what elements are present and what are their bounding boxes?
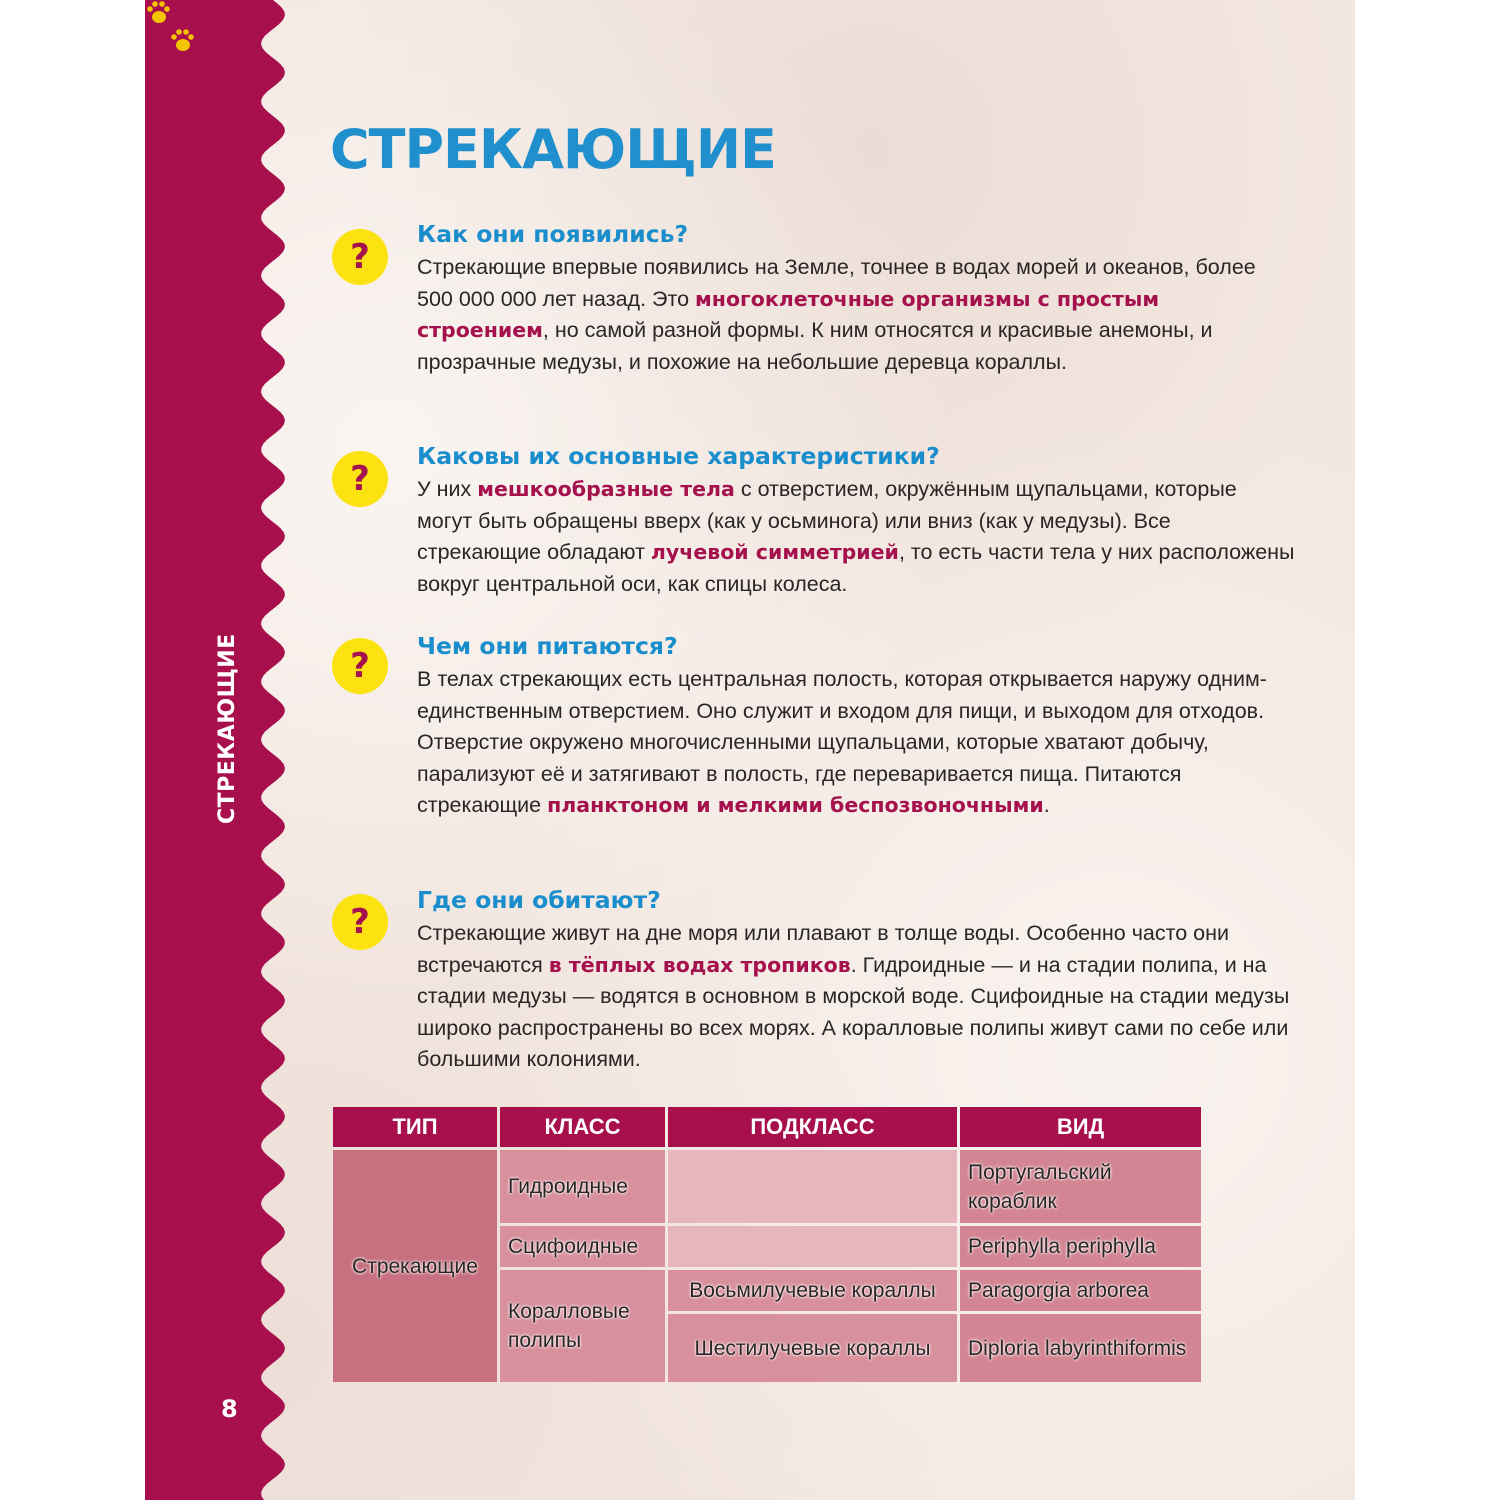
section-heading: Каковы их основные характеристики?: [417, 442, 940, 470]
page-number: 8: [221, 1395, 238, 1423]
section-heading: Чем они питаются?: [417, 632, 678, 660]
section-heading: Как они появились?: [417, 220, 689, 248]
question-mark-icon: ?: [332, 229, 388, 285]
question-mark-icon: ?: [332, 638, 388, 694]
paragraph-text: Стрекающие впервые появились на Земле, точнее в водах морей и океанов, более 500 000 000 лет назад. Это: [417, 255, 1256, 311]
page-title: СТРЕКАЮЩИЕ: [330, 118, 776, 181]
paragraph-text: , но самой разной формы. К ним относятся и красивые анемоны, и прозрачные медузы, и похожие на небольшие деревца кораллы.: [417, 318, 1213, 374]
table-cell-class: Сцифоидные: [500, 1226, 665, 1267]
sidebar: [145, 0, 305, 1500]
paw-prints-icon: [145, 0, 203, 58]
page: [145, 0, 1355, 1500]
table-cell-subclass-empty: [668, 1150, 957, 1223]
highlighted-term: мешкообразные тела: [477, 477, 735, 501]
paragraph-text: с отверстием, окружённым щупальцами, которые могут быть обращены вверх (как у осьминога) или вниз (как у медузы). Все стрекающие обладают: [417, 477, 1237, 565]
highlighted-term: в тёплых водах тропиков: [548, 952, 851, 977]
paragraph-text: Стрекающие живут на дне моря или плавают в толще воды. Особенно часто они встречаются: [417, 921, 1229, 977]
section-origin: [417, 219, 1297, 378]
paragraph-text: . Гидроидные — и на стадии полипа, и на стадии медузы — водятся в основном в морской воде. Сцифоидные на стадии медузы широко распространены во всех морях. А коралловые полипы живут сами по себе или большими колониями.: [417, 952, 1290, 1072]
section-paragraph: [417, 252, 1297, 378]
table-cell-species: Diploria labyrinthiformis: [960, 1314, 1201, 1382]
sidebar-vertical-label: СТРЕКАЮЩИЕ: [215, 633, 240, 824]
section-heading: Где они обитают?: [417, 886, 661, 914]
column-header: КЛАСС: [500, 1107, 665, 1147]
table-cell-species: Paragorgia arborea: [960, 1270, 1201, 1311]
table-cell-class: Гидроидные: [500, 1150, 665, 1223]
highlighted-term: планктоном и мелкими беспозвоночными: [547, 793, 1044, 818]
classification-table: [330, 1104, 1204, 1385]
paragraph-text: У них: [417, 477, 478, 501]
paragraph-text: В телах стрекающих есть центральная полость, которая открывается наружу одним-единственным отверстием. Оно служит и входом для пищи, и выходом для отходов. Отверстие окружено многочисленными щупальцами, которые хватают добычу, парализуют её и затягивают в полость, где переваривается пища. Питаются стрекающие: [417, 667, 1267, 818]
table-cell-species: Португальский кораблик: [960, 1150, 1201, 1223]
table-cell-subclass-empty: [668, 1226, 957, 1267]
section-paragraph: [417, 664, 1297, 822]
column-header: ТИП: [333, 1107, 497, 1147]
table-row: [333, 1150, 1201, 1223]
section-habitat: [417, 885, 1297, 1076]
question-mark-icon: ?: [332, 451, 388, 507]
paragraph-text: .: [1043, 793, 1050, 818]
highlighted-term: многоклеточные организмы с простым строением: [417, 286, 1160, 343]
table-cell-subclass: Шестилучевые кораллы: [668, 1314, 957, 1382]
table-cell-subclass: Восьмилучевые кораллы: [668, 1270, 957, 1311]
section-feeding: [417, 631, 1297, 822]
table-header-row: [333, 1107, 1201, 1147]
paragraph-text: , то есть части тела у них расположены вокруг центральной оси, как спицы колеса.: [417, 540, 1295, 596]
table-cell-species: Periphylla periphylla: [960, 1226, 1201, 1267]
column-header: ПОДКЛАСС: [668, 1107, 957, 1147]
section-paragraph: [417, 474, 1297, 600]
question-mark-icon: ?: [332, 894, 388, 950]
highlighted-term: лучевой симметрией: [650, 540, 899, 565]
column-header: ВИД: [960, 1107, 1201, 1147]
section-paragraph: [417, 918, 1297, 1076]
table-cell-class: Коралловые полипы: [500, 1270, 665, 1382]
section-characteristics: [417, 441, 1297, 600]
table-cell-type: Стрекающие: [333, 1150, 497, 1382]
